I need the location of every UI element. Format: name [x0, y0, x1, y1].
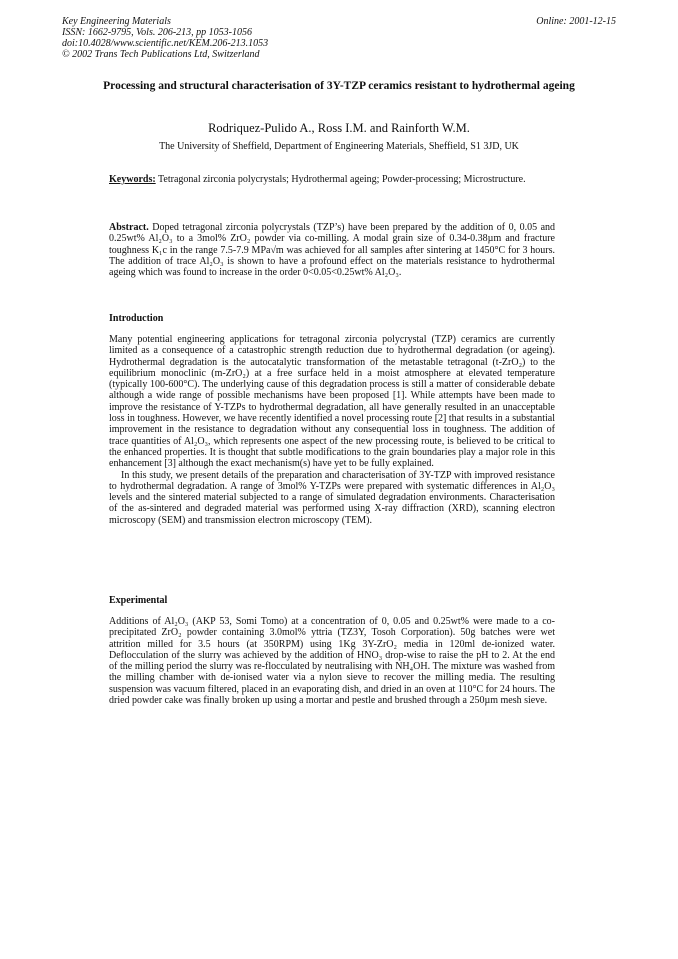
- abstract-label: Abstract.: [109, 222, 149, 233]
- experimental-heading: Experimental: [109, 595, 168, 606]
- introduction-paragraph-2: In this study, we present details of the preparation and characterisation of 3Y-TZP with improved resistance to hydrothermal degradation. A range of 3mol% Y-TZPs were prepared with systematic differences in Al₂O₃ levels and the sintered material subjected to a range of simulated degradation environments. Characterisation of the as-sintered and degraded material was performed using X-ray diffraction (XRD), scanning electron microscopy (SEM) and transmission electron microscopy (TEM).: [109, 469, 555, 526]
- experimental-body: [109, 616, 555, 706]
- keywords-label: Keywords:: [109, 174, 156, 185]
- author-list: Rodriquez-Pulido A., Ross I.M. and Rainforth W.M.: [208, 121, 470, 135]
- copyright-line: © 2002 Trans Tech Publications Ltd, Switzerland: [62, 49, 260, 60]
- introduction-paragraph-1: Many potential engineering applications for tetragonal zirconia polycrystal (TZP) ceramics are currently limited as a consequence of a catastrophic strength reduction due to hydrothermal degradation (or ageing). Hydrothermal degradation is the autocatalytic transformation of the metastable tetragonal (t-ZrO₂) to the equilibrium monoclinic (m-ZrO₂) at a free surface held in a moist atmosphere at elevated temperature (typically 100-600°C). The underlying cause of this degradation process is still a matter of considerable debate although a wide range of possible mechanisms have been proposed [1]. While attempts have been made to improve the resistance of Y-TZPs to hydrothermal degradation, all have generally resulted in an unacceptable loss in toughness. However, we have recently identified a novel processing route [2] that results in a substantial improvement in the resistance to degradation without any consequential loss in toughness. The addition of trace quantities of Al₂O₃, which represents one aspect of the new processing route, is believed to be critical to the enhanced properties. It is thought that subtle modifications to the grain boundaries play a major role in this enhancement [3] although the exact mechanism(s) have yet to be fully explained.: [109, 334, 555, 470]
- journal-name: Key Engineering Materials: [62, 16, 171, 27]
- keywords-text: Tetragonal zirconia polycrystals; Hydrothermal ageing; Powder-processing; Microstructure.: [158, 174, 526, 185]
- issn-line: ISSN: 1662-9795, Vols. 206-213, pp 1053-1056: [62, 27, 252, 38]
- experimental-paragraph-1: Additions of Al₂O₃ (AKP 53, Somi Tomo) at a concentration of 0, 0.05 and 0.25wt% were made to a co-precipitated ZrO₂ powder containing 3.0mol% yttria (TZ3Y, Tosoh Corporation). 50g batches were wet attrition milled for 3.5 hours (at 350RPM) using 1Kg 3Y-ZrO₂ media in 120ml de-ionized water. Deflocculation of the slurry was achieved by the addition of HNO₃ drop-wise to raise the pH to 2. At the end of the milling period the slurry was re-flocculated by neutralising with NH₄OH. The mixture was washed from the milling chamber with de-ionised water via a nylon sieve to recover the milling media. The resulting suspension was vacuum filtered, placed in an evaporating dish, and dried in an oven at 110°C for 24 hours. The dried powder cake was finally broken up using a mortar and pestle and brushed through a 250µm mesh sieve.: [109, 616, 555, 707]
- journal-header: [62, 16, 268, 60]
- introduction-heading: Introduction: [109, 313, 164, 324]
- doi-line: doi:10.4028/www.scientific.net/KEM.206-213.1053: [62, 38, 269, 49]
- keywords-block: [109, 174, 555, 185]
- paper-title: Processing and structural characterisation of 3Y-TZP ceramics resistant to hydrothermal ageing: [103, 80, 575, 92]
- online-date: Online: 2001-12-15: [536, 16, 616, 27]
- affiliation: The University of Sheffield, Department of Engineering Materials, Sheffield, S1 3JD, UK: [159, 141, 519, 152]
- abstract-text: Doped tetragonal zirconia polycrystals (TZP’s) have been prepared by the addition of 0, 0.05 and 0.25wt% Al₂O₃ to a 3mol% ZrO₂ powder via co-milling. A modal grain size of 0.34-0.38µm and fracture toughness K₁c in the range 7.5-7.9 MPa√m was achieved for all samples after sintering at 1450°C for 3 hours. The addition of trace Al₂O₃ is shown to have a profound effect on the materials resistance to hydrothermal ageing which was found to increase in the order 0<0.05<0.25wt% Al₂O₃.: [109, 222, 556, 279]
- introduction-body: [109, 334, 555, 526]
- abstract-block: [109, 222, 555, 278]
